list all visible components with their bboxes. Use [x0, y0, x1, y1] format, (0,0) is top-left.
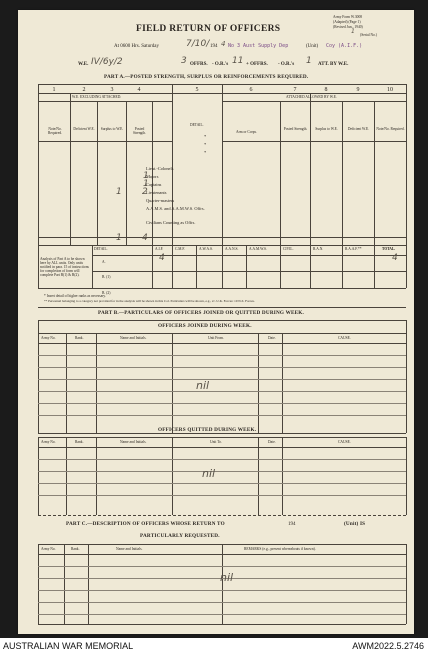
part-c-row-rule — [38, 566, 406, 567]
hand-total-surplus: 1 — [116, 233, 122, 243]
joined-col-date: Date. — [268, 336, 276, 340]
subhead-rule-right — [222, 141, 406, 142]
subhead-posted: Posted Strength. — [132, 127, 147, 135]
analysis-col-aamws: A.A.M.W.S. — [249, 247, 267, 251]
attached-allowed-label: ATTACHED ALLOWED BY W.E. — [286, 95, 337, 99]
quitted-bottom-rule — [38, 515, 406, 516]
quitted-rule — [406, 437, 407, 515]
col-number: 2 — [82, 87, 86, 93]
quitted-rule — [258, 437, 259, 515]
quitted-rule — [172, 437, 173, 515]
analysis-row-b1: B. (1) — [102, 275, 111, 279]
quitted-col-cause: CAUSE. — [338, 440, 351, 444]
joined-top-rule — [38, 320, 406, 321]
analysis-rule — [342, 245, 343, 288]
rank-aams: A.A.M.S. and A.A.M.W.S. Offrs. — [146, 206, 205, 211]
we-label: W.E. — [78, 62, 89, 67]
footnote-1: * Insert detail of higher ranks as necessary. — [44, 294, 106, 298]
analysis-col-other: ** — [358, 247, 362, 251]
analysis-rule — [92, 245, 93, 288]
analysis-col-total: TOTAL. — [382, 247, 396, 251]
part-c-rule — [38, 544, 39, 624]
form-ref-line2: (Adapted) (Page 1) — [333, 20, 361, 24]
col-rule-7 — [280, 101, 281, 245]
analysis-col-detail: DETAIL. — [94, 247, 108, 251]
hand-posted-3: 2 — [142, 187, 148, 197]
analysis-rule — [280, 245, 281, 288]
analysis-col-awas: A.W.A.S. — [199, 247, 213, 251]
quitted-col-name: Name and Initials. — [120, 440, 147, 444]
we-excluding-attached-label: W.E. EXCLUDING ATTACHED. — [72, 95, 122, 99]
joined-col-army-no: Army No. — [41, 336, 56, 340]
joined-col-cause: CAUSE. — [338, 336, 351, 340]
unit-label: (Unit) — [306, 44, 319, 49]
col-rule-3 — [126, 101, 127, 245]
col-number: 7 — [293, 87, 297, 93]
subhead-surplus: Surplus to W.E. — [100, 127, 124, 131]
part-a-left-rule — [38, 84, 39, 288]
part-c-col-remarks: REMARKS (e.g., present whereabouts if known). — [244, 547, 316, 551]
joined-col-unit-from: Unit From. — [208, 336, 224, 340]
joined-nil-hand: nil — [196, 379, 210, 392]
part-c-rule — [88, 544, 89, 624]
part-c-rule — [64, 544, 65, 624]
subhead-note-required: Note/No. Required. — [47, 127, 63, 135]
unit-stamp: No 3 Aust Supply Dep — [228, 43, 289, 49]
analysis-col-aif: A.I.F. — [155, 247, 164, 251]
part-a-right-rule — [406, 84, 407, 288]
joined-row-rule — [38, 367, 406, 368]
col-rule-9 — [342, 101, 343, 245]
analysis-bottom-rule — [38, 288, 406, 289]
analysis-row-a-rule — [92, 255, 406, 256]
col-number: 4 — [137, 87, 141, 93]
analysis-rule — [310, 245, 311, 288]
quitted-row-rule — [38, 471, 406, 472]
joined-rule — [172, 333, 173, 433]
col-rule-8 — [310, 93, 311, 245]
rank-civilians: Civilians Counting as Offrs. — [146, 220, 196, 225]
rank-lieutenants: Lieutenants — [146, 190, 167, 195]
quitted-col-rank: Rank. — [75, 440, 84, 444]
analysis-col-cmf: C.M.F. — [175, 247, 185, 251]
joined-row-rule — [38, 415, 406, 416]
quitted-row-rule — [38, 483, 406, 484]
joined-rule — [282, 333, 283, 433]
rank-lieut-colonels: Lieut.-Colonels — [146, 166, 174, 171]
quitted-nil-hand: nil — [202, 467, 216, 480]
col-rule-1 — [70, 93, 71, 245]
col-rule-6 — [222, 84, 223, 245]
serial-number-hand: 1 — [351, 28, 355, 35]
hand-posted-1: 1 — [143, 171, 149, 181]
subhead-att-note: Note/No. Required. — [376, 127, 405, 131]
part-c-year: 194 — [288, 522, 296, 527]
hand-total-posted: 4 — [142, 233, 148, 243]
att-label: ATT. BY W.E. — [318, 62, 349, 67]
offrs-hand: 3 — [181, 56, 187, 66]
form-ref-line3: (Revised Jun., 1940) — [333, 25, 363, 29]
part-a-title: PART A.—POSTED STRENGTH, SURPLUS OR REINFORCEMENTS REQUIRED. — [104, 74, 309, 80]
joined-row-rule — [38, 379, 406, 380]
part-c-bottom-rule — [38, 624, 406, 625]
part-c-col-rank: Rank. — [71, 547, 80, 551]
analysis-col-raaf: R.A.A.F. — [345, 247, 358, 251]
part-c-unit-label: (Unit) IS — [344, 521, 366, 527]
quitted-rule — [96, 437, 97, 515]
analysis-rule — [172, 245, 173, 288]
detail-asterisk: * — [204, 134, 207, 139]
joined-rule — [258, 333, 259, 433]
ors-label-2: - O.R.'s — [278, 62, 295, 67]
subhead-arm-corps: Arm or Corps. — [236, 130, 257, 134]
joined-rule — [38, 320, 39, 433]
joined-col-name: Name and Initials. — [120, 336, 147, 340]
serial-label: (Serial No.) — [360, 33, 377, 37]
joined-colhead-rule — [38, 343, 406, 344]
detail-asterisk: * — [204, 150, 207, 155]
col-number: 10 — [387, 87, 393, 93]
col-number: 1 — [52, 87, 56, 93]
col-number: 8 — [324, 87, 328, 93]
analysis-rule — [246, 245, 247, 288]
quitted-col-date: Date. — [268, 440, 276, 444]
ors-label: - O.R.'s — [212, 62, 229, 67]
hand-aif-value: 4 — [159, 253, 165, 263]
quitted-rule — [66, 437, 67, 515]
col-number: 5 — [195, 87, 199, 93]
footnote-2: ** Personnel belonging to a category not provided for in the analysis will be shown in this Col. Particulars will be shown, e.g., 2/- U.K. Forces: 10 N.Z. Forces. — [44, 299, 255, 303]
subhead-att-posted: Posted Strength. — [283, 127, 308, 131]
subhead-att-surplus: Surplus to W.E. — [315, 127, 338, 131]
col-rule-2 — [97, 101, 98, 245]
part-c-row-rule — [38, 590, 406, 591]
analysis-instructions: Analysis of Part A to be shown here by ALL units. Only units notified in para. 15 of instructions for completion of form will complete Part B(1) & B(2). — [40, 257, 89, 277]
rank-majors: Majors — [146, 174, 159, 179]
hand-surplus-value: 1 — [116, 187, 122, 197]
quitted-head-rule — [38, 437, 406, 438]
joined-row-rule — [38, 403, 406, 404]
hand-posted-2: 1 — [143, 179, 149, 189]
joined-row-rule — [38, 355, 406, 356]
analysis-row-a: A. — [102, 260, 106, 264]
quitted-row-rule — [38, 495, 406, 496]
subhead-att-deficient: Deficient W.E. — [347, 127, 370, 131]
quitted-col-unit-to: Unit To. — [210, 440, 222, 444]
form-page — [18, 10, 414, 634]
quitted-title: OFFICERS QUITTED DURING WEEK. — [158, 427, 257, 433]
part-c-row-rule — [38, 602, 406, 603]
analysis-row-b2: B. (2) — [102, 291, 111, 295]
joined-rule — [406, 320, 407, 433]
plus-offrs-label: + OFFRS. — [246, 62, 268, 67]
rank-captains: Captains — [146, 182, 162, 187]
analysis-col-ran: R.A.N. — [313, 247, 324, 251]
part-b-rule — [38, 307, 406, 308]
part-c-rule — [406, 544, 407, 624]
analysis-rule — [374, 245, 375, 288]
col-rule-10 — [374, 101, 375, 245]
joined-title: OFFICERS JOINED DURING WEEK. — [158, 323, 252, 329]
quitted-row-rule — [38, 459, 406, 460]
analysis-col-aans: A.A.N.S. — [225, 247, 239, 251]
joined-rule — [96, 333, 97, 433]
att-allowed-rule — [222, 101, 406, 102]
footer-archive-name: AUSTRALIAN WAR MEMORIAL — [3, 641, 134, 651]
offrs-label: OFFRS. — [190, 62, 208, 67]
year-label: 194 — [210, 44, 218, 49]
year-hand: 4 — [221, 40, 226, 48]
rank-quartermasters: Quarter-masters — [146, 198, 175, 203]
joined-row-rule — [38, 391, 406, 392]
part-c-rule — [222, 544, 223, 624]
analysis-rule — [222, 245, 223, 288]
quitted-rule — [38, 437, 39, 515]
at-time-label: At 0600 Hrs. Saturday — [114, 44, 159, 49]
joined-rule — [66, 333, 67, 433]
hand-total-value: 4 — [392, 253, 398, 263]
footer-accession-number: AWM2022.5.2746 — [352, 641, 424, 651]
we-hand: IV/6y/2 — [91, 57, 123, 67]
detail-header: DETAIL. — [190, 123, 204, 127]
part-c-col-name: Name and Initials. — [116, 547, 143, 551]
col-number: 6 — [249, 87, 253, 93]
analysis-col-civil: CIVIL. — [283, 247, 294, 251]
quitted-colhead-rule — [38, 447, 406, 448]
subhead-deficient: Deficient W.E. — [73, 127, 95, 131]
joined-col-rank: Rank. — [75, 336, 84, 340]
form-ref-line1: Army Form W.3008 — [333, 15, 363, 19]
date-hand: 7/10/ — [186, 39, 210, 49]
analysis-rule — [196, 245, 197, 288]
att-hand: 1 — [306, 56, 312, 66]
col-number: 9 — [356, 87, 360, 93]
part-c-title: PART C.—DESCRIPTION OF OFFICERS WHOSE RETURN TO — [66, 521, 225, 527]
ors-hand: 11 — [232, 56, 244, 66]
coy-label: Coy (A.I.F.) — [326, 43, 363, 49]
analysis-row-b1-rule — [92, 271, 406, 272]
quitted-rule — [282, 437, 283, 515]
part-c-line2: PARTICULARLY REQUESTED. — [140, 533, 220, 539]
part-b-title: PART B.—PARTICULARS OF OFFICERS JOINED OR QUITTED DURING WEEK. — [98, 310, 305, 316]
part-c-nil-hand: nil — [220, 571, 234, 584]
detail-asterisk: * — [204, 142, 207, 147]
joined-head-rule — [38, 333, 406, 334]
quitted-col-army-no: Army No. — [41, 440, 56, 444]
part-c-row-rule — [38, 614, 406, 615]
analysis-rule — [152, 245, 153, 288]
form-title: FIELD RETURN OF OFFICERS — [136, 24, 281, 34]
part-c-col-army-no: Army No. — [41, 547, 56, 551]
col-number: 3 — [110, 87, 114, 93]
